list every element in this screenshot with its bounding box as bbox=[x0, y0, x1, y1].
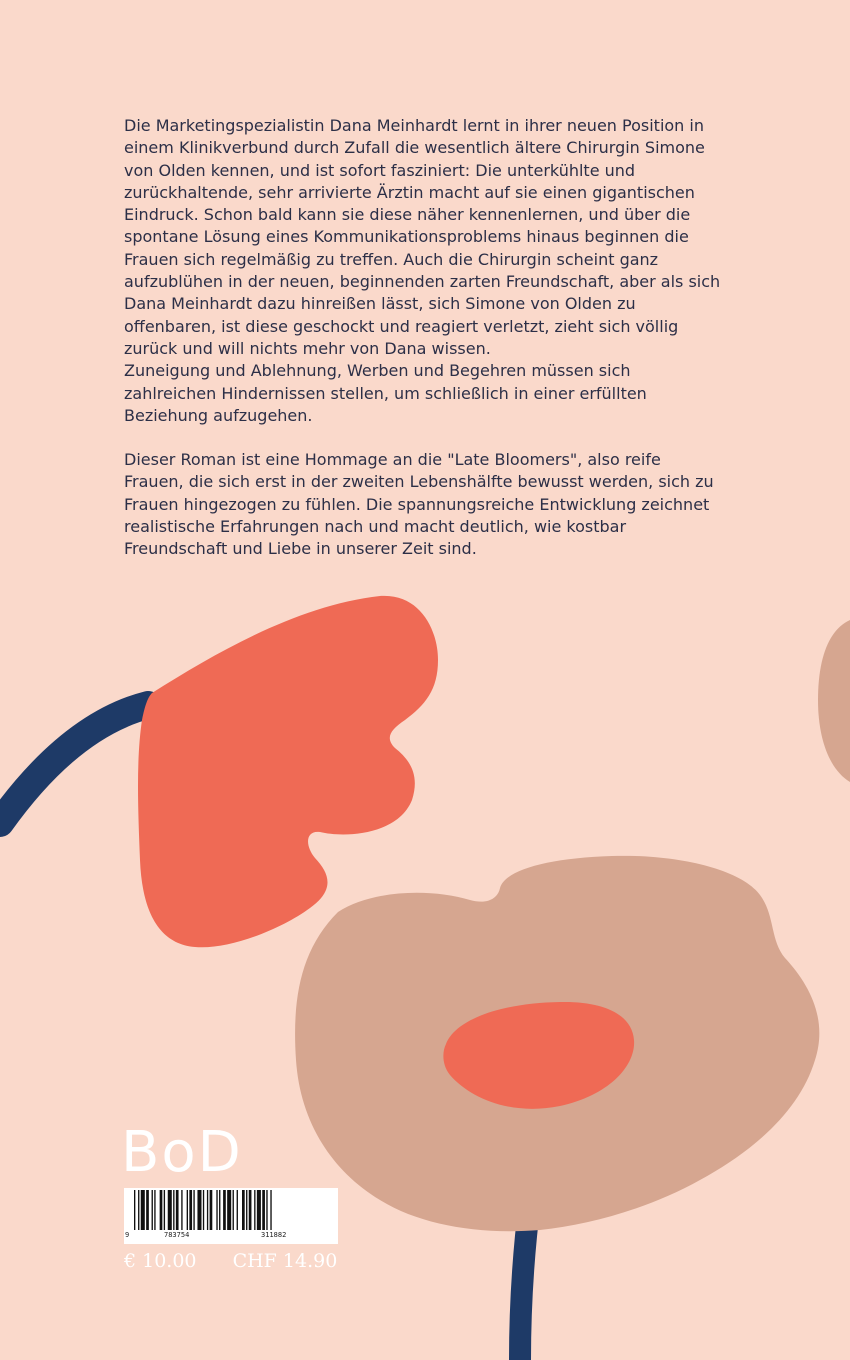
blurb-paragraph-2: Zuneigung und Ablehnung, Werben und Begehren müssen sich zahlreichen Hindernissen stellen, um schließlich in einer erfüllten Beziehung aufzugehen. bbox=[124, 361, 647, 425]
back-cover-blurb bbox=[124, 115, 724, 583]
barcode-bar bbox=[257, 1190, 261, 1230]
barcode-bar bbox=[210, 1190, 213, 1230]
barcode-bar bbox=[187, 1190, 188, 1230]
barcode-bar bbox=[207, 1190, 208, 1230]
barcode-bar bbox=[219, 1190, 220, 1230]
barcode-bar bbox=[249, 1190, 252, 1230]
barcode-bar bbox=[237, 1190, 238, 1230]
price-chf: CHF 14.90 bbox=[232, 1250, 338, 1272]
barcode-bar bbox=[216, 1190, 217, 1230]
isbn-barcode bbox=[124, 1188, 338, 1244]
barcode-bar bbox=[223, 1190, 226, 1230]
barcode-bar bbox=[141, 1190, 145, 1230]
barcode-bar bbox=[266, 1190, 267, 1230]
barcode-bar bbox=[246, 1190, 247, 1230]
barcode-bar bbox=[242, 1190, 245, 1230]
barcode-bar bbox=[134, 1190, 135, 1230]
barcode-bar bbox=[189, 1190, 192, 1230]
barcode-bars bbox=[124, 1188, 338, 1232]
barcode-bar bbox=[164, 1190, 165, 1230]
price-line bbox=[124, 1249, 337, 1273]
barcode-bar bbox=[181, 1190, 182, 1230]
barcode-bar bbox=[233, 1190, 234, 1230]
barcode-digit-first: 9 bbox=[125, 1231, 130, 1239]
barcode-bar bbox=[152, 1190, 153, 1230]
barcode-bar bbox=[262, 1190, 265, 1230]
barcode-bar bbox=[227, 1190, 231, 1230]
price-eur: € 10.00 bbox=[124, 1250, 197, 1272]
barcode-digits bbox=[124, 1231, 338, 1243]
barcode-bar bbox=[168, 1190, 172, 1230]
barcode-bar bbox=[138, 1190, 139, 1230]
blurb-paragraph-3: Dieser Roman ist eine Hommage an die "Late Bloomers", also reife Frauen, die sich erst in der zweiten Lebenshälfte bewusst werden, sich zu Frauen hingezogen zu fühlen. Die spannungsreiche Entwicklung zeichnet realistische Erfahrungen nach und macht deutlich, wie kostbar Freundschaft und Liebe in unserer Zeit sind. bbox=[124, 450, 714, 559]
publisher-logo: BoD bbox=[121, 1120, 243, 1185]
barcode-bar bbox=[173, 1190, 174, 1230]
barcode-bar bbox=[160, 1190, 163, 1230]
barcode-bar bbox=[146, 1190, 149, 1230]
barcode-bar bbox=[193, 1190, 194, 1230]
blurb-paragraph-1: Die Marketingspezialistin Dana Meinhardt lernt in ihrer neuen Position in einem Klinikverbund durch Zufall die wesentlich ältere Chirurgin Simone von Olden kennen, und ist sofort fasziniert: Die unterkühlte und zurückhaltende, sehr arrivierte Ärztin macht auf sie einen gigantischen Eindruck. Schon bald kann sie diese näher kennenlernen, und über die spontane Lösung eines Kommunikationsproblems hinaus beginnen die Frauen sich regelmäßig zu treffen. Auch die Chirurgin scheint ganz aufzublühen in der neuen, beginnenden zarten Freundschaft, aber als sich Dana Meinhardt dazu hinreißen lässt, sich Simone von Olden zu offenbaren, ist diese geschockt und reagiert verletzt, zieht sich völlig zurück und will nichts mehr von Dana wissen. bbox=[124, 116, 721, 358]
barcode-digits-right: 311882 bbox=[261, 1231, 287, 1239]
barcode-bar bbox=[203, 1190, 204, 1230]
left-flower-stem bbox=[0, 705, 148, 823]
right-edge-petal bbox=[818, 620, 850, 782]
barcode-bar bbox=[270, 1190, 271, 1230]
barcode-bar bbox=[154, 1190, 155, 1230]
barcode-bar bbox=[197, 1190, 201, 1230]
barcode-digits-left: 783754 bbox=[164, 1231, 190, 1239]
barcode-bar bbox=[176, 1190, 179, 1230]
barcode-bar bbox=[254, 1190, 255, 1230]
